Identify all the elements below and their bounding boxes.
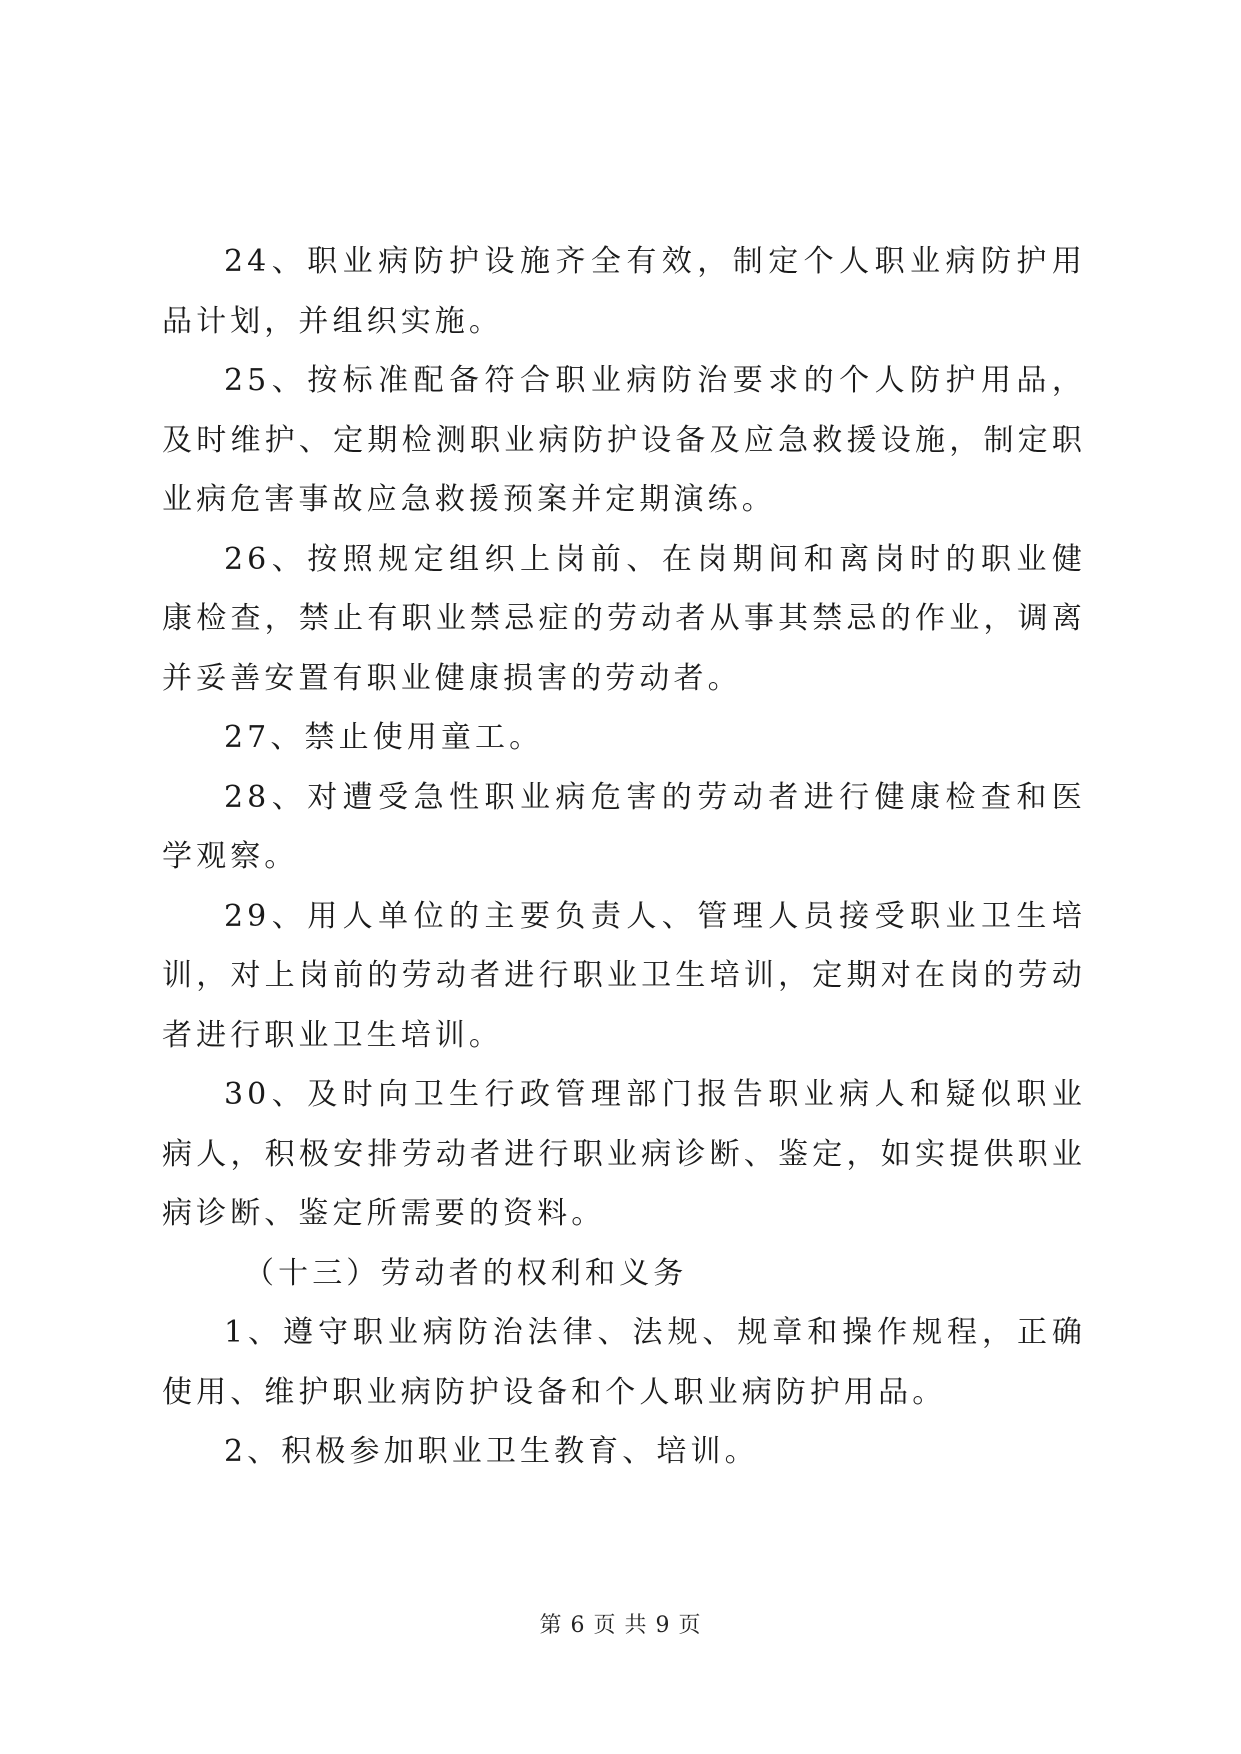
paragraph-25: 25、按标准配备符合职业病防治要求的个人防护用品，及时维护、定期检测职业病防护设备及应急救援设施，制定职业病危害事故应急救援预案并定期演练。 xyxy=(162,363,1086,517)
page-footer: 第 6 页 共 9 页 xyxy=(539,1613,702,1638)
paragraph-26: 26、按照规定组织上岗前、在岗期间和离岗时的职业健康检查，禁止有职业禁忌症的劳动者从事其禁忌的作业，调离并妥善安置有职业健康损害的劳动者。 xyxy=(162,541,1086,696)
paragraph-24: 24、职业病防护设施齐全有效，制定个人职业病防护用品计划，并组织实施。 xyxy=(162,244,1086,339)
section-paragraph-2: 2、积极参加职业卫生教育、培训。 xyxy=(224,1434,759,1469)
paragraph-30: 30、及时向卫生行政管理部门报告职业病人和疑似职业病人，积极安排劳动者进行职业病诊断、鉴定，如实提供职业病诊断、鉴定所需要的资料。 xyxy=(162,1077,1086,1231)
paragraph-27: 27、禁止使用童工。 xyxy=(224,720,544,755)
paragraph-29: 29、用人单位的主要负责人、管理人员接受职业卫生培训，对上岗前的劳动者进行职业卫生培训，定期对在岗的劳动者进行职业卫生培训。 xyxy=(162,898,1086,1053)
paragraph-28: 28、对遭受急性职业病危害的劳动者进行健康检查和医学观察。 xyxy=(162,779,1086,874)
section-heading: （十三）劳动者的权利和义务 xyxy=(244,1255,688,1291)
section-paragraph-1: 1、遵守职业病防治法律、法规、规章和操作规程，正确使用、维护职业病防护设备和个人职业病防护用品。 xyxy=(162,1315,1086,1410)
document-body xyxy=(162,232,1086,1482)
